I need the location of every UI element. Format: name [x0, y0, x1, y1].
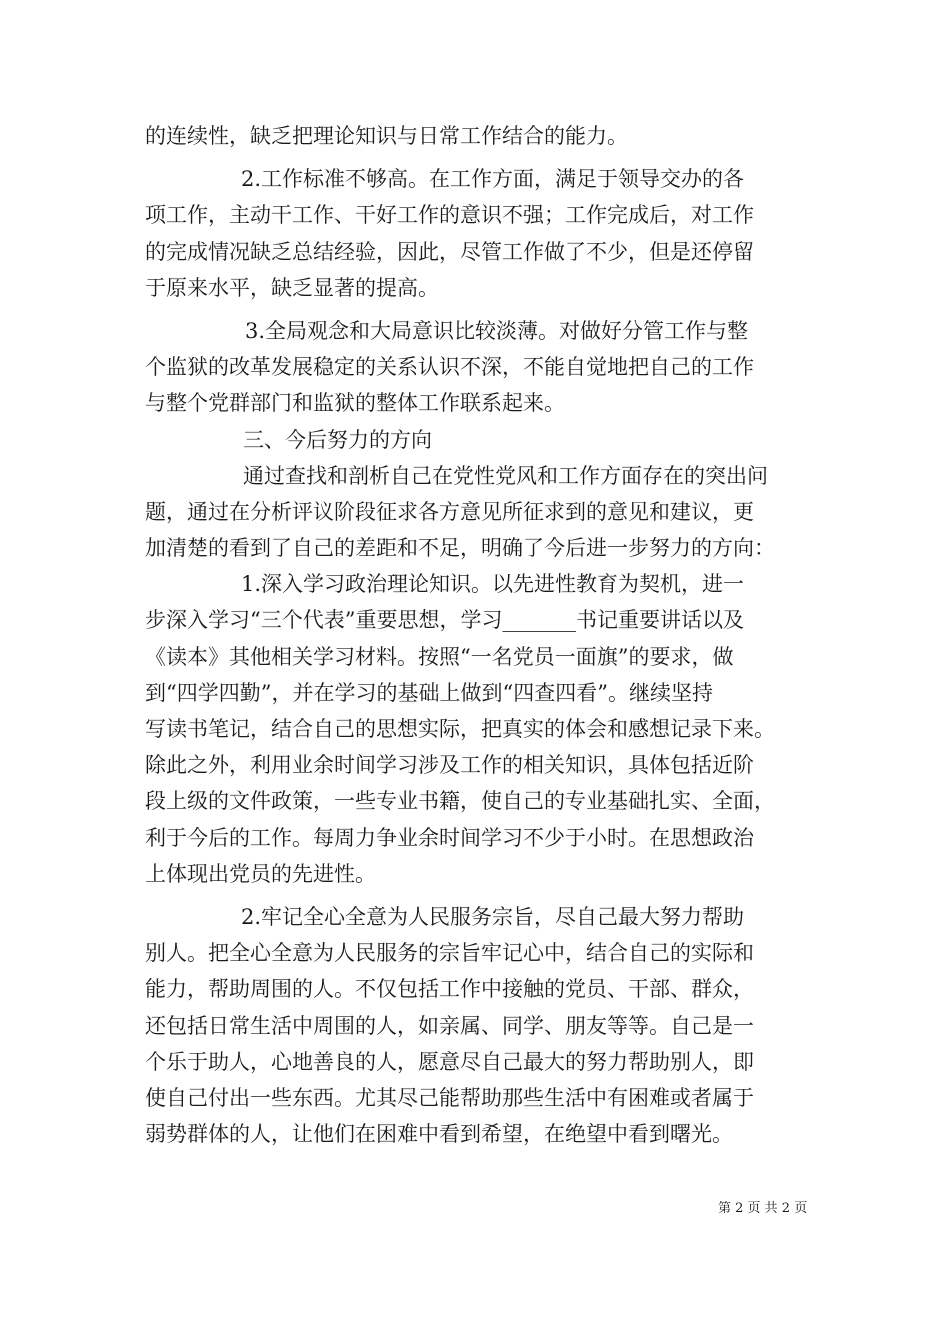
section-heading: 三、今后努力的方向 [243, 427, 432, 452]
text-line: 个监狱的改革发展稳定的关系认识不深，不能自觉地把自己的工作 [145, 355, 754, 380]
text-line: 使自己付出一些东西。尤其尽己能帮助那些生活中有困难或者属于 [145, 1085, 754, 1110]
text-line: 于原来水平，缺乏显著的提高。 [145, 275, 439, 300]
text-line: 个乐于助人，心地善良的人，愿意尽自己最大的努力帮助别人，即 [145, 1049, 754, 1074]
text-line: 的完成情况缺乏总结经验，因此，尽管工作做了不少，但是还停留 [145, 239, 754, 264]
text-line: 别人。把全心全意为人民服务的宗旨牢记心中，结合自己的实际和 [145, 941, 754, 966]
text-line: 的连续性，缺乏把理论知识与日常工作结合的能力。 [145, 124, 628, 148]
text-line: 到“四学四勤”，并在学习的基础上做到“四查四看”。继续坚持 [145, 680, 713, 705]
text-line: 题，通过在分析评议阶段征求各方意见所征求到的意见和建议，更 [145, 499, 754, 524]
text-line: 能力，帮助周围的人。不仅包括工作中接触的党员、干部、群众， [145, 977, 754, 1002]
text-line: 2.工作标准不够高。在工作方面，满足于领导交办的各 [241, 167, 745, 192]
text-line: 除此之外，利用业余时间学习涉及工作的相关知识，具体包括近阶 [145, 753, 754, 778]
text-line: 段上级的文件政策，一些专业书籍，使自己的专业基础扎实、全面， [145, 789, 775, 814]
text-line: 项工作，主动干工作、干好工作的意识不强；工作完成后，对工作 [145, 203, 754, 228]
text-line: 写读书笔记，结合自己的思想实际，把真实的体会和感想记录下来。 [145, 717, 775, 741]
page-footer: 第 2 页 共 2 页 [718, 1201, 808, 1216]
text-line: 还包括日常生活中周围的人，如亲属、同学、朋友等等。自己是一 [145, 1013, 754, 1038]
document-body [145, 118, 817, 1152]
text-line: 上体现出党员的先进性。 [145, 861, 376, 886]
text-line: 2.牢记全心全意为人民服务宗旨，尽自己最大努力帮助 [241, 904, 745, 929]
text-line: 3.全局观念和大局意识比较淡薄。对做好分管工作与整 [245, 318, 749, 343]
text-line: 加清楚的看到了自己的差距和不足，明确了今后进一步努力的方向： [145, 536, 775, 561]
text-line: 通过查找和剖析自己在党性党风和工作方面存在的突出问 [243, 463, 768, 488]
text-line: 步深入学习“三个代表”重要思想，学习_______书记重要讲话以及 [145, 608, 744, 633]
text-line: 《读本》其他相关学习材料。按照“一名党员一面旗”的要求，做 [145, 644, 734, 669]
text-line: 利于今后的工作。每周力争业余时间学习不少于小时。在思想政治 [145, 825, 754, 850]
text-line: 与整个党群部门和监狱的整体工作联系起来。 [145, 391, 565, 416]
text-line: 1.深入学习政治理论知识。以先进性教育为契机，进一 [241, 572, 745, 597]
text-line: 弱势群体的人，让他们在困难中看到希望，在绝望中看到曙光。 [145, 1122, 733, 1147]
